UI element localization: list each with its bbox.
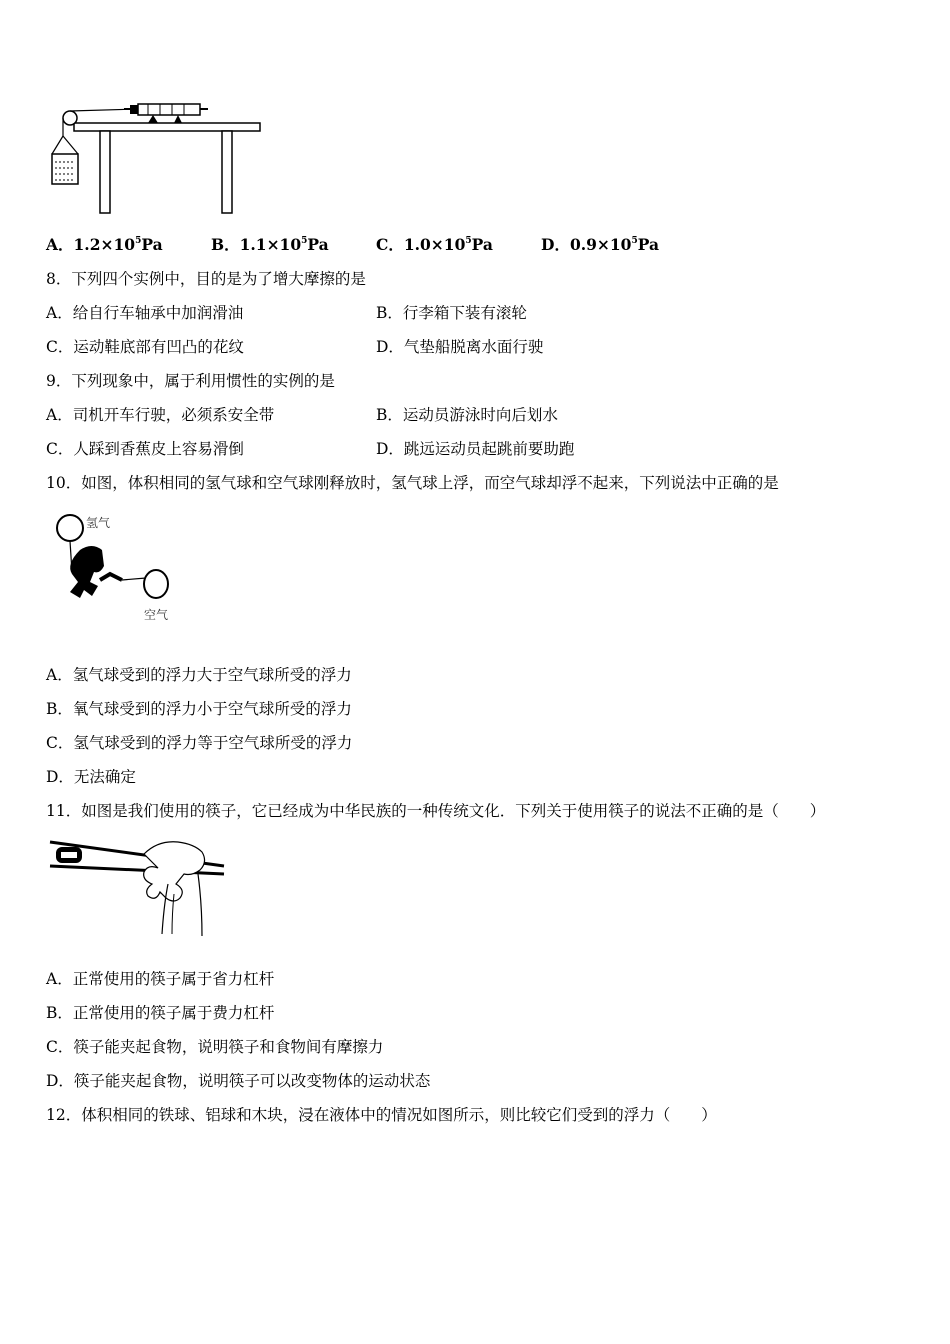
q11-option-d: D．筷子能夹起食物，说明筷子可以改变物体的运动状态 xyxy=(46,1072,431,1090)
q9-option-b: B．运动员游泳时向后划水 xyxy=(376,406,558,424)
q8-option-b: B．行李箱下装有滚轮 xyxy=(376,304,527,322)
q7-option-b-value: B．1.1×10 xyxy=(211,235,302,254)
q10-option-b: B．氧气球受到的浮力小于空气球所受的浮力 xyxy=(46,700,352,718)
q12-stem: 12．体积相同的铁球、铝球和木块，浸在液体中的情况如图所示，则比较它们受到的浮力（ ） xyxy=(46,1106,717,1124)
q7-option-c-unit: Pa xyxy=(471,235,493,254)
q7-option-b-unit: Pa xyxy=(307,235,329,254)
q11-option-b: B．正常使用的筷子属于费力杠杆 xyxy=(46,1004,275,1022)
q8-option-c: C．运动鞋底部有凹凸的花纹 xyxy=(46,338,244,356)
label-hydrogen: 氢气 xyxy=(86,516,111,530)
q10-option-a: A．氢气球受到的浮力大于空气球所受的浮力 xyxy=(46,666,352,684)
q7-option-b xyxy=(211,234,329,256)
label-air: 空气 xyxy=(144,608,169,622)
q7-option-a-value: A．1.2×10 xyxy=(46,235,136,254)
q8-stem: 8．下列四个实例中，目的是为了增大摩擦的是 xyxy=(46,270,366,288)
q9-option-c: C．人踩到香蕉皮上容易滑倒 xyxy=(46,440,244,458)
q10-option-d: D．无法确定 xyxy=(46,768,136,786)
q9-option-d: D．跳远运动员起跳前要助跑 xyxy=(376,440,575,458)
q7-option-d-unit: Pa xyxy=(637,235,660,254)
q7-option-d-value: D．0.9×10 xyxy=(541,235,632,254)
q10-option-c: C．氢气球受到的浮力等于空气球所受的浮力 xyxy=(46,734,353,752)
q7-option-d xyxy=(541,234,659,256)
q9-stem: 9．下列现象中，属于利用惯性的实例的是 xyxy=(46,372,335,390)
q8-option-a: A．给自行车轴承中加润滑油 xyxy=(46,304,244,322)
q7-option-c-exp: 5 xyxy=(465,236,472,246)
q10-stem: 10．如图，体积相同的氢气球和空气球刚释放时，氢气球上浮，而空气球却浮不起来，下列说法中正确的是 xyxy=(46,474,779,492)
q8-option-d: D．气垫船脱离水面行驶 xyxy=(376,338,544,356)
chopsticks-figure xyxy=(48,834,230,940)
q7-option-a-unit: Pa xyxy=(141,235,163,254)
q7-option-c-value: C．1.0×10 xyxy=(376,235,466,254)
q11-option-c: C．筷子能夹起食物，说明筷子和食物间有摩擦力 xyxy=(46,1038,384,1056)
q9-option-a: A．司机开车行驶，必须系安全带 xyxy=(46,406,275,424)
q7-option-c xyxy=(376,234,493,256)
q7-option-b-exp: 5 xyxy=(301,236,308,246)
q11-stem: 11．如图是我们使用的筷子，它已经成为中华民族的一种传统文化．下列关于使用筷子的说法不正确的是（ ） xyxy=(46,802,826,820)
q7-option-a xyxy=(46,234,163,256)
q7-option-a-exp: 5 xyxy=(135,236,142,246)
q7-option-d-exp: 5 xyxy=(631,236,638,246)
balloons-figure xyxy=(50,510,180,625)
q11-option-a: A．正常使用的筷子属于省力杠杆 xyxy=(46,970,275,988)
syringe-table-figure xyxy=(48,96,268,218)
